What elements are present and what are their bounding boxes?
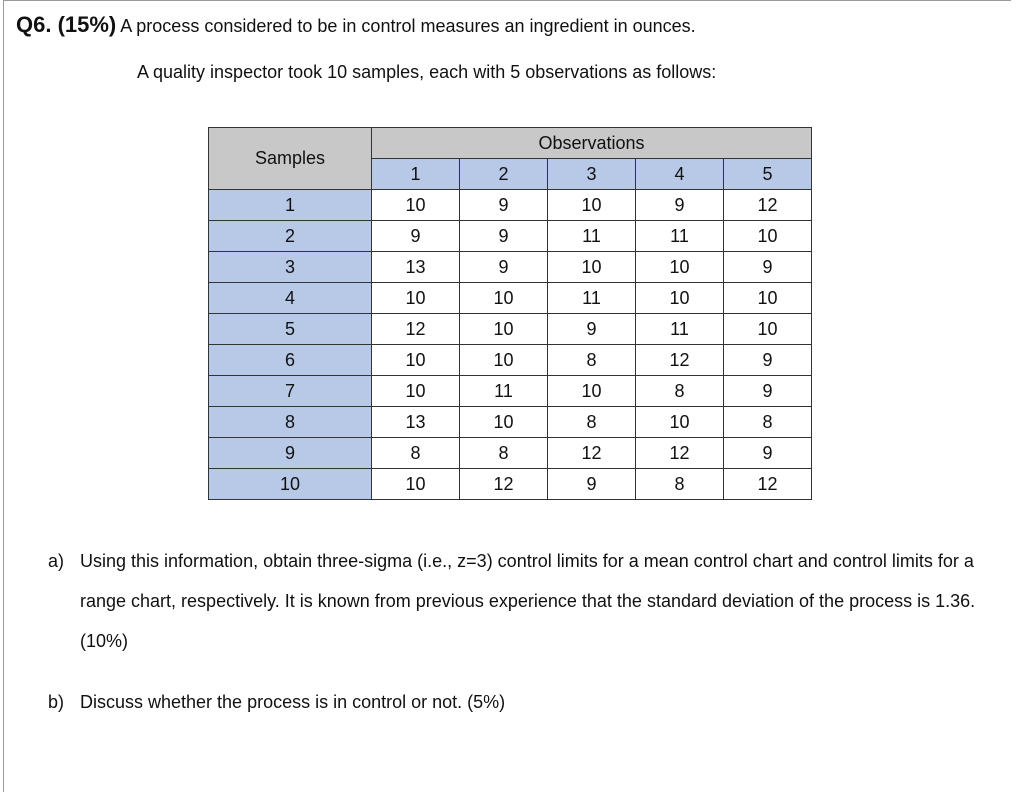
sample-number: 2 (209, 221, 372, 252)
part-b (48, 682, 506, 722)
table-row (209, 407, 812, 438)
observations-header: Observations (372, 128, 812, 159)
observation-cell: 10 (372, 190, 460, 221)
part-b-text: Discuss whether the process is in control or not. (5%) (80, 692, 506, 712)
sample-number: 6 (209, 345, 372, 376)
observation-cell: 8 (636, 376, 724, 407)
table-row (209, 438, 812, 469)
observation-cell: 13 (372, 407, 460, 438)
observation-cell: 9 (724, 376, 812, 407)
observation-cell: 9 (636, 190, 724, 221)
observation-cell: 12 (548, 438, 636, 469)
observation-cell: 12 (460, 469, 548, 500)
question-subtitle: A quality inspector took 10 samples, each with 5 observations as follows: (137, 62, 717, 82)
observation-cell: 10 (724, 283, 812, 314)
observation-cell: 12 (636, 345, 724, 376)
part-a-letter: a) (48, 551, 65, 571)
observation-cell: 8 (724, 407, 812, 438)
table-row (209, 221, 812, 252)
observation-cell: 10 (636, 252, 724, 283)
question-intro: A process considered to be in control measures an ingredient in ounces. (120, 16, 696, 36)
table-row (209, 345, 812, 376)
part-b-letter: b) (48, 692, 65, 712)
observation-cell: 11 (636, 314, 724, 345)
observation-cell: 9 (460, 221, 548, 252)
observation-cell: 10 (636, 283, 724, 314)
column-header: 4 (636, 159, 724, 190)
sample-number: 1 (209, 190, 372, 221)
observation-cell: 10 (548, 190, 636, 221)
sample-number: 5 (209, 314, 372, 345)
table-header-row (209, 128, 812, 159)
observation-cell: 12 (372, 314, 460, 345)
observation-cell: 9 (548, 314, 636, 345)
observation-cell: 9 (460, 190, 548, 221)
observation-cell: 8 (636, 469, 724, 500)
sample-number: 9 (209, 438, 372, 469)
observation-cell: 10 (372, 376, 460, 407)
table-row (209, 190, 812, 221)
observation-cell: 10 (636, 407, 724, 438)
observation-cell: 8 (548, 345, 636, 376)
table-row (209, 252, 812, 283)
observation-cell: 11 (548, 283, 636, 314)
table-body (209, 190, 812, 500)
observation-cell: 10 (724, 314, 812, 345)
observation-cell: 9 (548, 469, 636, 500)
observation-cell: 10 (372, 345, 460, 376)
observation-cell: 8 (548, 407, 636, 438)
question-number: Q6. (15%) (16, 12, 117, 37)
observation-cell: 13 (372, 252, 460, 283)
observation-cell: 10 (548, 252, 636, 283)
observation-cell: 11 (636, 221, 724, 252)
observation-cell: 10 (460, 314, 548, 345)
sample-number: 3 (209, 252, 372, 283)
observation-cell: 10 (372, 283, 460, 314)
observation-cell: 8 (372, 438, 460, 469)
sample-number: 10 (209, 469, 372, 500)
observation-cell: 9 (372, 221, 460, 252)
observation-cell: 12 (724, 469, 812, 500)
table-row (209, 469, 812, 500)
observation-cell: 9 (724, 438, 812, 469)
observation-cell: 8 (460, 438, 548, 469)
column-header: 1 (372, 159, 460, 190)
observation-cell: 11 (548, 221, 636, 252)
part-a-text: Using this information, obtain three-sigma (i.e., z=3) control limits for a mean control chart and control limits for a range chart, respectively. It is known from previous experience that the standard deviation of the process is 1.36. (10%) (80, 551, 976, 651)
observation-cell: 10 (372, 469, 460, 500)
table-row (209, 314, 812, 345)
observation-cell: 12 (636, 438, 724, 469)
column-header: 5 (724, 159, 812, 190)
observation-cell: 12 (724, 190, 812, 221)
sample-number: 8 (209, 407, 372, 438)
observation-cell: 11 (460, 376, 548, 407)
column-header: 3 (548, 159, 636, 190)
sample-number: 4 (209, 283, 372, 314)
part-a (48, 541, 976, 651)
observation-cell: 10 (548, 376, 636, 407)
column-header: 2 (460, 159, 548, 190)
observation-cell: 10 (460, 407, 548, 438)
table-row (209, 376, 812, 407)
question-title (16, 12, 696, 38)
observation-cell: 10 (460, 345, 548, 376)
observation-cell: 10 (724, 221, 812, 252)
samples-header: Samples (209, 128, 372, 190)
sample-number: 7 (209, 376, 372, 407)
observation-cell: 10 (460, 283, 548, 314)
table-row (209, 283, 812, 314)
observation-cell: 9 (724, 252, 812, 283)
observation-cell: 9 (724, 345, 812, 376)
observation-cell: 9 (460, 252, 548, 283)
observations-table (208, 127, 812, 500)
